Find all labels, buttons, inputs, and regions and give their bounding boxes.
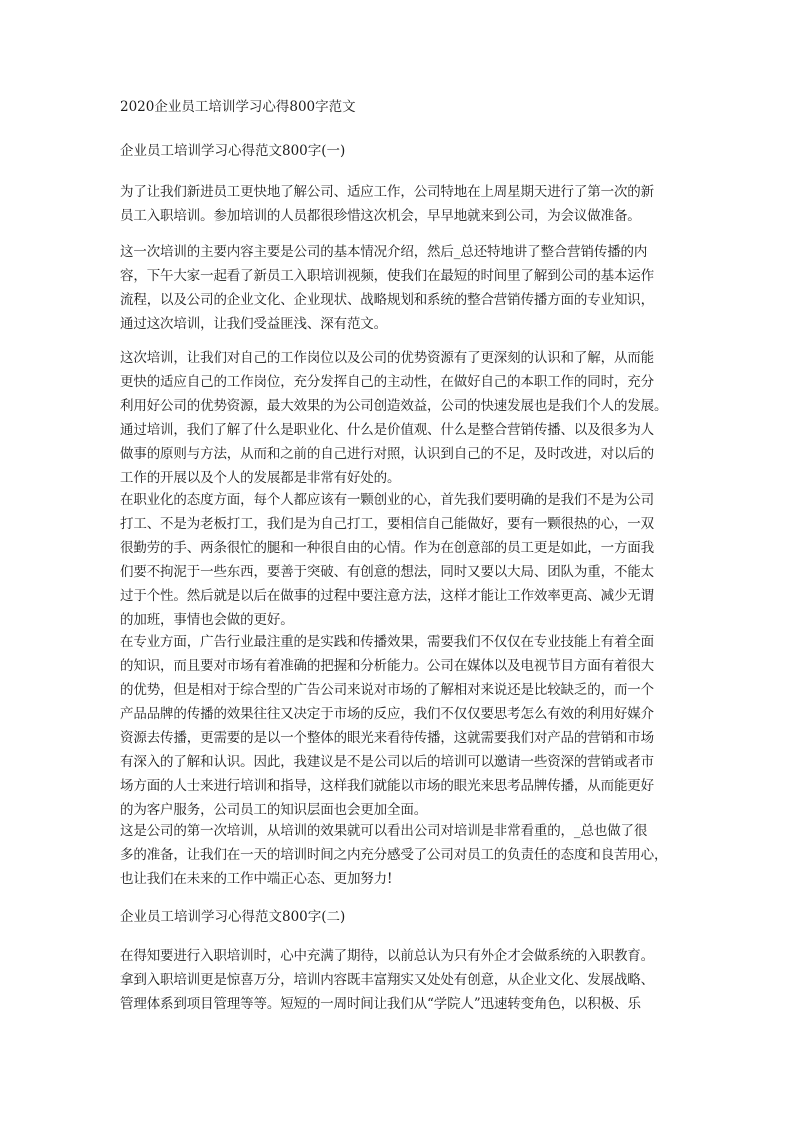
text-line: 产品品牌的传播的效果往往又决定于市场的反应，我们不仅仅要思考怎么有效的利用好媒介	[120, 706, 654, 722]
text-line: 利用好公司的优势资源，最大效果的为公司创造效益，公司的快速发展也是我们个人的发展。	[120, 398, 668, 414]
text-line: 也让我们在未来的工作中端正心态、更加努力!	[120, 871, 393, 887]
text-line: 员工入职培训。参加培训的人员都很珍惜这次机会，早早地就来到公司，为会议做准备。	[120, 208, 641, 224]
text-line: 的加班，事情也会做的更好。	[120, 612, 294, 628]
text-line: 在职业化的态度方面，每个人都应该有一颗创业的心，首先我们要明确的是我们不是为公司	[120, 492, 654, 508]
paragraph	[120, 488, 680, 632]
text-line: 过于个性。然后就是以后在做事的过程中要注意方法，这样才能让工作效率更高、减少无谓	[120, 588, 654, 604]
text-line: 这次培训，让我们对自己的工作岗位以及公司的优势资源有了更深刻的认识和了解，从而能	[120, 350, 654, 366]
paragraph	[120, 944, 680, 1016]
section-heading-1: 企业员工培训学习心得范文800字(一)	[120, 143, 346, 159]
text-line: 的为客户服务，公司员工的知识层面也会更加全面。	[120, 802, 428, 818]
text-line: 通过这次培训，让我们受益匪浅、深有范文。	[120, 316, 387, 332]
text-line: 打工、不是为老板打工，我们是为自己打工，要相信自己能做好，要有一颗很热的心，一双	[120, 516, 654, 532]
section-heading-2: 企业员工培训学习心得范文800字(二)	[120, 909, 346, 925]
text-line: 很勤劳的手、两条很忙的腿和一种很自由的心情。作为在创意部的员工更是如此，一方面我	[120, 540, 654, 556]
text-line: 这一次培训的主要内容主要是公司的基本情况介绍，然后_总还特地讲了整合营销传播的内	[120, 244, 648, 260]
paragraph	[120, 346, 680, 490]
text-line: 拿到入职培训更是惊喜万分，培训内容既丰富翔实又处处有创意，从企业文化、发展战略、	[120, 972, 654, 988]
text-line: 更快的适应自己的工作岗位，充分发挥自己的主动性，在做好自己的本职工作的同时，充分	[120, 374, 654, 390]
text-line: 为了让我们新进员工更快地了解公司、适应工作，公司特地在上周星期天进行了第一次的新	[120, 184, 654, 200]
paragraph	[120, 240, 680, 336]
text-line: 在得知要进行入职培训时，心中充满了期待，以前总认为只有外企才会做系统的入职教育。	[120, 948, 654, 964]
text-line: 做事的原则与方法，从而和之前的自己进行对照，认识到自己的不足，及时改进，对以后的	[120, 446, 654, 462]
text-line: 流程，以及公司的企业文化、企业现状、战略规划和系统的整合营销传播方面的专业知识，	[120, 292, 654, 308]
text-line: 容，下午大家一起看了新员工入职培训视频，使我们在最短的时间里了解到公司的基本运作	[120, 268, 654, 284]
text-line: 的优势，但是相对于综合型的广告公司来说对市场的了解相对来说还是比较缺乏的，而一个	[120, 682, 654, 698]
paragraph	[120, 630, 680, 822]
text-line: 多的准备，让我们在一天的培训时间之内充分感受了公司对员工的负责任的态度和良苦用心，	[120, 847, 668, 863]
paragraph	[120, 180, 680, 228]
text-line: 管理体系到项目管理等等。短短的一周时间让我们从“学院人”迅速转变角色，以积极、乐	[120, 996, 641, 1012]
text-line: 工作的开展以及个人的发展都是非常有好处的。	[120, 470, 401, 486]
text-line: 的知识，而且要对市场有着准确的把握和分析能力。公司在媒体以及电视节目方面有着很大	[120, 658, 654, 674]
text-line: 通过培训，我们了解了什么是职业化、什么是价值观、什么是整合营销传播、以及很多为人	[120, 422, 654, 438]
text-line: 这是公司的第一次培训，从培训的效果就可以看出公司对培训是非常看重的，_总也做了很	[120, 823, 648, 839]
text-line: 资源去传播，更需要的是以一个整体的眼光来看待传播，这就需要我们对产品的营销和市场	[120, 730, 654, 746]
document-title: 2020企业员工培训学习心得800字范文	[120, 99, 356, 115]
paragraph	[120, 819, 680, 891]
text-line: 有深入的了解和认识。因此，我建议是不是公司以后的培训可以邀请一些资深的营销或者市	[120, 754, 654, 770]
text-line: 场方面的人士来进行培训和指导，这样我们就能以市场的眼光来思考品牌传播，从而能更好	[120, 778, 654, 794]
text-line: 们要不拘泥于一些东西，要善于突破、有创意的想法，同时又要以大局、团队为重，不能太	[120, 564, 654, 580]
text-line: 在专业方面，广告行业最注重的是实践和传播效果，需要我们不仅仅在专业技能上有着全面	[120, 634, 654, 650]
